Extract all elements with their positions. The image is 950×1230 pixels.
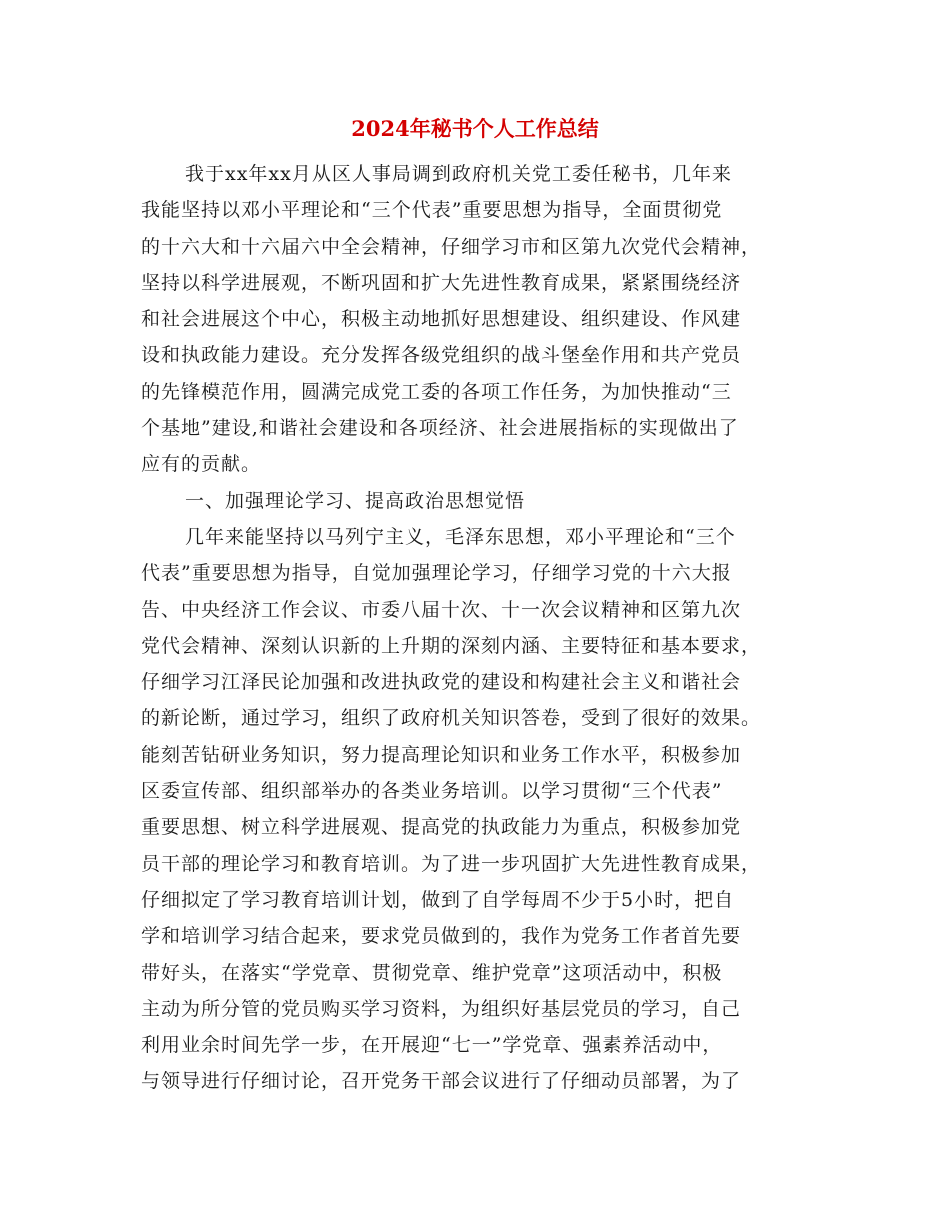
text-line: 能刻苦钻研业务知识，努力提高理论知识和业务工作水平，积极参加 (141, 743, 742, 766)
text-line: 学和培训学习结合起来，要求党员做到的，我作为党务工作者首先要 (141, 925, 742, 948)
text-line: 主动为所分管的党员购买学习资料，为组织好基层党员的学习，自己 (141, 997, 742, 1020)
text-line: 重要思想、树立科学进展观、提高党的执政能力为重点，积极参加党 (141, 816, 742, 839)
text-line: 个基地”建设,和谐社会建设和各项经济、社会进展指标的实现做出了 (141, 417, 739, 440)
text-line: 与领导进行仔细讨论，召开党务干部会议进行了仔细动员部署，为了 (141, 1070, 742, 1093)
text-line: 仔细学习江泽民论加强和改进执政党的建设和构建社会主义和谐社会 (141, 671, 742, 694)
text-line: 我能坚持以邓小平理论和“三个代表”重要思想为指导，全面贯彻党 (141, 199, 723, 222)
text-line: 仔细拟定了学习教育培训计划，做到了自学每周不少于5小时，把自 (141, 888, 735, 911)
text-line: 的十六大和十六届六中全会精神，仔细学习市和区第九次党代会精神， (141, 235, 762, 258)
text-line: 代表”重要思想为指导，自觉加强理论学习，仔细学习党的十六大报 (141, 562, 732, 585)
text-line: 坚持以科学进展观，不断巩固和扩大先进性教育成果，紧紧围绕经济 (141, 271, 742, 294)
text-line: 带好头，在落实“学党章、贯彻党章、维护党章”这项活动中，积极 (141, 961, 723, 984)
text-line: 的先锋模范作用，圆满完成党工委的各项工作任务，为加快推动“三 (141, 380, 732, 403)
text-line: 利用业余时间先学一步，在开展迎“七一”学党章、强素养活动中， (141, 1034, 723, 1057)
text-line: 几年来能坚持以马列宁主义，毛泽东思想，邓小平理论和“三个 (185, 525, 736, 548)
text-line: 我于xx年xx月从区人事局调到政府机关党工委任秘书，几年来 (185, 163, 732, 185)
document-body (141, 156, 809, 1100)
text-line: 党代会精神、深刻认识新的上升期的深刻内涵、主要特征和基本要求， (141, 634, 762, 657)
text-line: 员干部的理论学习和教育培训。为了进一步巩固扩大先进性教育成果， (141, 852, 762, 875)
text-line: 告、中央经济工作会议、市委八届十次、十一次会议精神和区第九次 (141, 598, 742, 621)
text-line: 的新论断，通过学习，组织了政府机关知识答卷，受到了很好的效果。 (141, 707, 762, 730)
text-line: 区委宣传部、组织部举办的各类业务培训。以学习贯彻“三个代表” (141, 780, 723, 803)
text-line: 一、加强理论学习、提高政治思想觉悟 (185, 489, 526, 512)
text-line: 设和执政能力建设。充分发挥各级党组织的战斗堡垒作用和共产党员 (141, 344, 742, 367)
text-line: 和社会进展这个中心，积极主动地抓好思想建设、组织建设、作风建 (141, 308, 742, 331)
document-title: 2024年秘书个人工作总结 (351, 116, 599, 141)
text-line: 应有的贡献。 (141, 453, 262, 476)
